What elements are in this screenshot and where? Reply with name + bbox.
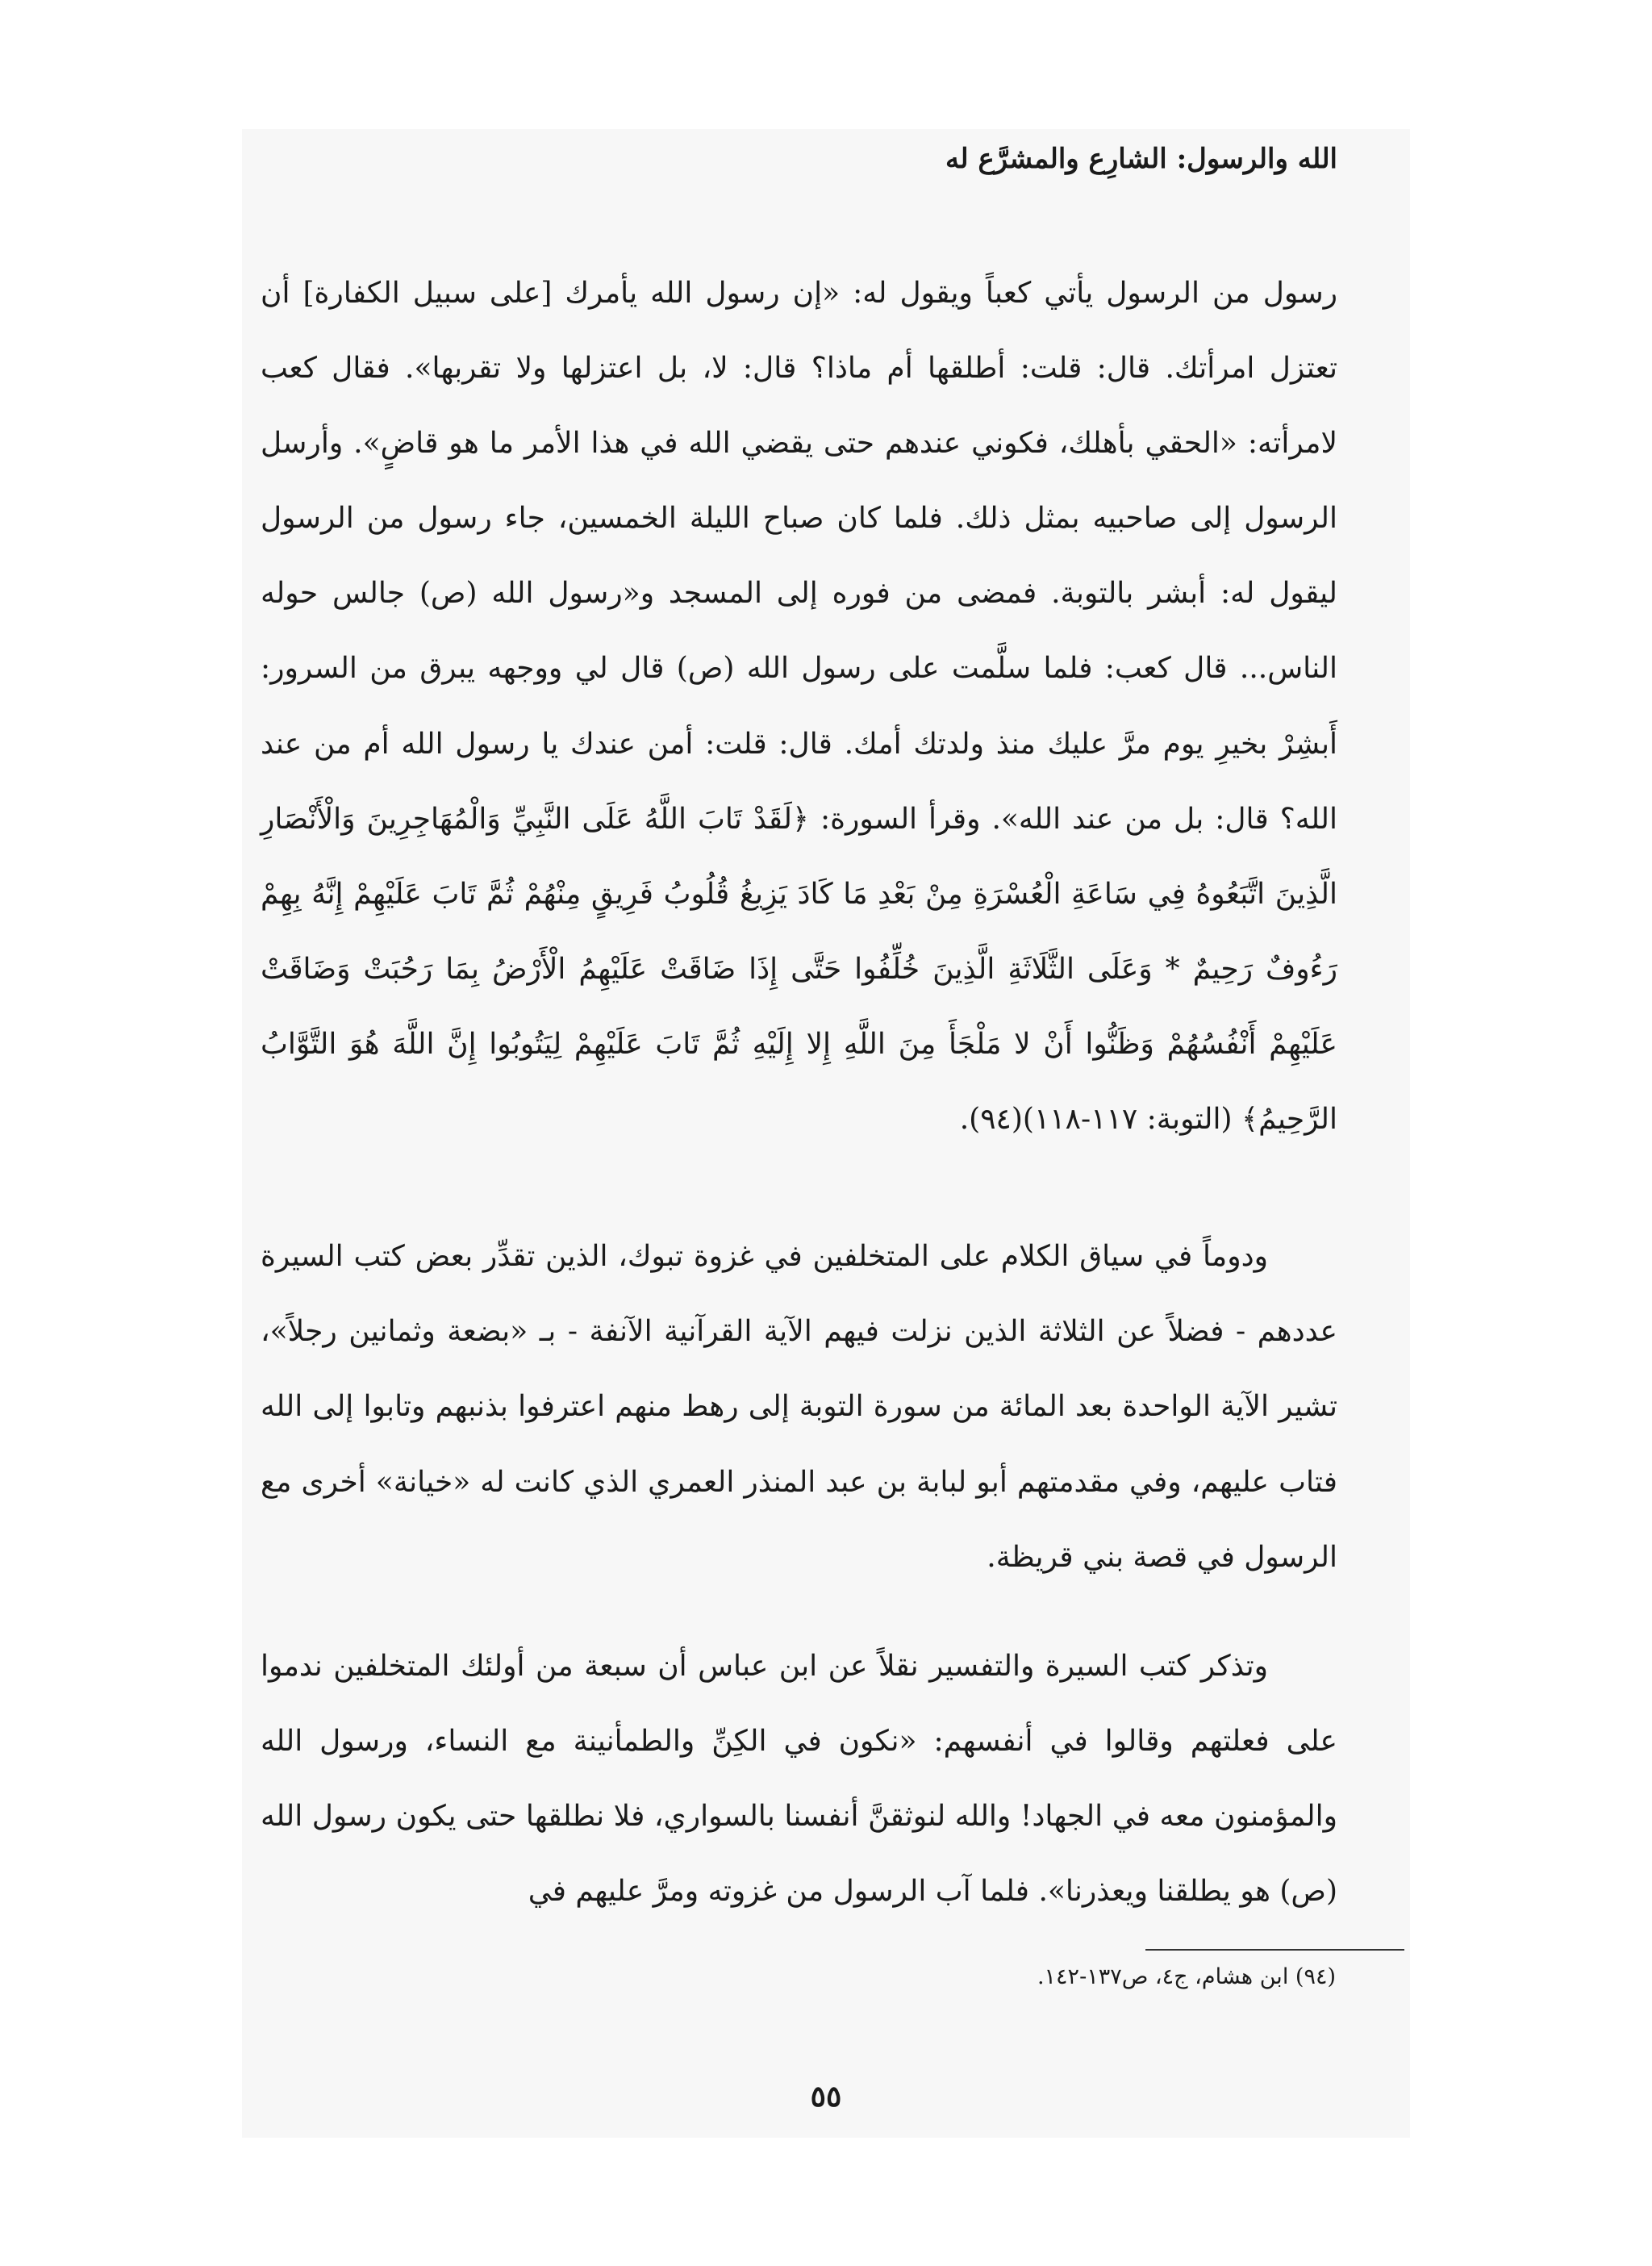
body-paragraph-2	[261, 1219, 1337, 1595]
footnote: (٩٤) ابن هشام، ج٤، ص١٣٧-١٤٢.	[1037, 1964, 1336, 1989]
body-paragraph-3	[261, 1629, 1337, 1929]
running-head: الله والرسول: الشارِع والمشرَّع له	[945, 143, 1337, 175]
body-paragraph-1	[261, 256, 1337, 1157]
footnote-separator	[1145, 1949, 1404, 1951]
paragraph-text: ودوماً في سياق الكلام على المتخلفين في غزوة تبوك، الذين تقدِّر بعض كتب السيرة عددهم - فضلاً عن الثلاثة الذين نزلت فيهم الآية القرآنية الآنفة - بـ «بضعة وثمانين رجلاً»، تشير الآية الواحدة بعد المائة من سورة التوبة إلى رهط منهم اعترفوا بذنبهم وتابوا إلى الله فتاب عليهم، وفي مقدمتهم أبو لبابة بن عبد المنذر العمري الذي كانت له «خيانة» أخرى مع الرسول في قصة بني قريظة.	[261, 1240, 1337, 1574]
paragraph-text: رسول من الرسول يأتي كعباً ويقول له: «إن رسول الله يأمرك [على سبيل الكفارة] أن تعتزل امرأتك. قال: قلت: أطلقها أم ماذا؟ قال: لا، بل اعتزلها ولا تقربها». فقال كعب لامرأته: «الحقي بأهلك، فكوني عندهم حتى يقضي الله في هذا الأمر ما هو قاضٍ». وأرسل الرسول إلى صاحبيه بمثل ذلك. فلما كان صباح الليلة الخمسين، جاء رسول من الرسول ليقول له: أبشر بالتوبة. فمضى من فوره إلى المسجد و«رسول الله (ص) جالس حوله الناس... قال كعب: فلما سلَّمت على رسول الله (ص) قال لي ووجهه يبرق من السرور: أَبشِرْ بخيرِ يوم مرَّ عليك منذ ولدتك أمك. قال: قلت: أمن عندك يا رسول الله أم من عند الله؟ قال: بل من عند الله». وقرأ السورة: ﴿لَقَدْ تَابَ اللَّهُ عَلَى النَّبِيِّ وَالْمُهَاجِرِينَ وَالْأَنْصَارِ الَّذِينَ اتَّبَعُوهُ فِي سَاعَةِ الْعُسْرَةِ مِنْ بَعْدِ مَا كَادَ يَزِيغُ قُلُوبُ فَرِيقٍ مِنْهُمْ ثُمَّ تَابَ عَلَيْهِمْ إِنَّهُ بِهِمْ رَءُوفٌ رَحِيمٌ * وَعَلَى الثَّلَاثَةِ الَّذِينَ خُلِّفُوا حَتَّى إِذَا ضَاقَتْ عَلَيْهِمُ الْأَرْضُ بِمَا رَحُبَتْ وَضَاقَتْ عَلَيْهِمْ أَنْفُسُهُمْ وَظَنُّوا أَنْ لا مَلْجَأَ مِنَ اللَّهِ إِلا إِلَيْهِ ثُمَّ تَابَ عَلَيْهِمْ لِيَتُوبُوا إِنَّ اللَّهَ هُوَ التَّوَّابُ الرَّحِيمُ﴾ (التوبة: ١١٧-١١٨)(٩٤).	[261, 277, 1338, 1137]
paragraph-text: وتذكر كتب السيرة والتفسير نقلاً عن ابن عباس أن سبعة من أولئك المتخلفين ندموا على فعلتهم وقالوا في أنفسهم: «نكون في الكِنِّ والطمأنينة مع النساء، ورسول الله والمؤمنون معه في الجهاد! والله لنوثقنَّ أنفسنا بالسواري، فلا نطلقها حتى يكون رسول الله (ص) هو يطلقنا ويعذرنا». فلما آب الرسول من غزوته ومرَّ عليهم في	[261, 1650, 1337, 1908]
page-number: ٥٥	[810, 2080, 842, 2114]
